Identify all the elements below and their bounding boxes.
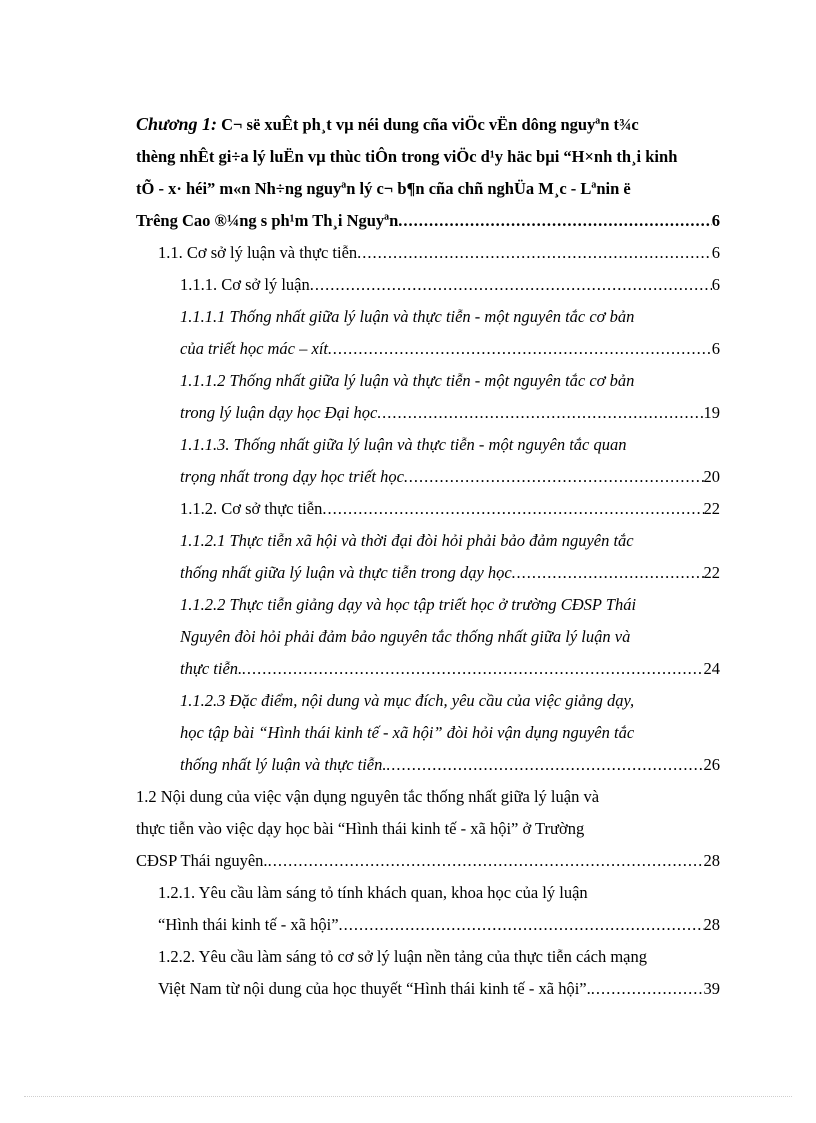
toc-leader: [158, 237, 720, 269]
toc-line: 1.1.2.1 Thực tiễn xã hội và thời đại đòi hỏi phải bảo đảm nguyên tắc: [180, 531, 634, 550]
toc-entry-1-1-1-2[interactable]: [136, 365, 720, 429]
toc-entry-1-1-2[interactable]: [136, 493, 720, 525]
toc-entry-1-1-2-3[interactable]: [136, 685, 720, 781]
toc-entry-1-1-1[interactable]: [136, 269, 720, 301]
toc-entry-1-1-2-1[interactable]: [136, 525, 720, 589]
toc-page-number: 19: [703, 403, 720, 422]
toc-line: 1.1.2. Cơ sở thực tiễn: [180, 499, 323, 518]
toc-line: trong lý luận dạy học Đại học: [180, 403, 378, 422]
toc-line: 1.1.1.3. Thống nhất giữa lý luận và thực tiễn - một nguyên tắc quan: [180, 435, 627, 454]
toc-leader: [180, 269, 720, 301]
leader-dots: [322, 493, 703, 525]
toc-page-number: 22: [703, 563, 720, 582]
toc-line: 1.1.1.2 Thống nhất giữa lý luận và thực tiễn - một nguyên tắc cơ bản: [180, 371, 635, 390]
toc-leader: [180, 749, 720, 781]
toc-line: 1.1. Cơ sở lý luận và thực tiễn: [158, 243, 358, 262]
toc-page-number: 6: [711, 339, 720, 358]
toc-line: Việt Nam từ nội dung của học thuyết “Hình thái kinh tế - xã hội”.: [158, 979, 591, 998]
toc-leader: [180, 493, 720, 525]
toc-line: của triết học mác – xít: [180, 339, 329, 358]
toc-leader: [158, 973, 720, 1005]
toc-leader: [180, 557, 720, 589]
leader-dots: [512, 557, 704, 589]
toc-leader: [180, 461, 720, 493]
toc-line: thực tiễn vào việc dạy học bài “Hình thái kinh tế - xã hội” ở Trường: [136, 819, 585, 838]
toc-line: “Hình thái kinh tế - xã hội”: [158, 915, 339, 934]
leader-dots: [310, 269, 712, 301]
toc-page-number: 6: [711, 243, 720, 262]
page-bottom-rule: [24, 1096, 792, 1097]
toc-leader: [180, 397, 720, 429]
toc-line: 1.1.1.1 Thống nhất giữa lý luận và thực tiễn - một nguyên tắc cơ bản: [180, 307, 635, 326]
toc-line: 1.2.1. Yêu cầu làm sáng tỏ tính khách quan, khoa học của lý luận: [158, 883, 588, 902]
leader-dots: [377, 397, 703, 429]
toc-chapter-1[interactable]: [136, 108, 720, 237]
toc-page-number: 22: [703, 499, 720, 518]
toc-entry-1-1-2-2[interactable]: [136, 589, 720, 685]
toc-line: CĐSP Thái nguyên.: [136, 851, 268, 870]
leader-dots: [268, 845, 704, 877]
toc-leader: [136, 845, 720, 877]
toc-page-number: 39: [703, 979, 720, 998]
toc-page-number: 26: [703, 755, 720, 774]
chapter-label: Chương 1:: [136, 114, 217, 134]
toc-line: 1.2 Nội dung của việc vận dụng nguyên tắc thống nhất giữa lý luận và: [136, 787, 600, 806]
toc-line: 1.1.2.2 Thực tiễn giảng dạy và học tập triết học ở trường CĐSP Thái: [180, 595, 637, 614]
toc-leader: [158, 909, 720, 941]
leader-dots: [357, 237, 712, 269]
leader-dots: [242, 653, 703, 685]
toc-chapter-1-line-1: [136, 108, 720, 141]
leader-dots: [404, 461, 704, 493]
toc-line: 1.2.2. Yêu cầu làm sáng tỏ cơ sở lý luận nền tảng của thực tiễn cách mạng: [158, 947, 648, 966]
toc-chapter-1-line-3: tÕ - x· héi” m«n Nh÷ng nguyªn lý c¬ b¶n cña chñ nghÜa M¸c - Lªnin ë: [136, 179, 631, 198]
toc-line: 1.1.2.3 Đặc điểm, nội dung và mục đích, yêu cầu của việc giảng dạy,: [180, 691, 635, 710]
leader-dots: [387, 749, 704, 781]
toc-chapter-1-line-2: thèng nhÊt gi÷a lý luËn vµ thùc tiÔn trong viÖc d¹y häc bµi “H×nh th¸i kinh: [136, 147, 678, 166]
toc-line: thống nhất lý luận và thực tiễn.: [180, 755, 387, 774]
leader-dots: [339, 909, 704, 941]
toc-line: C¬ së xuÊt ph¸t vµ néi dung cña viÖc vËn dông nguyªn t¾c: [221, 115, 639, 134]
toc-page-number: 28: [703, 851, 720, 870]
toc-entry-1-2-2[interactable]: [136, 941, 720, 1005]
toc-line: trọng nhất trong dạy học triết học: [180, 467, 404, 486]
leader-dots: [328, 333, 712, 365]
toc-line: Nguyên đòi hỏi phải đảm bảo nguyên tắc thống nhất giữa lý luận và: [180, 627, 631, 646]
toc-page-number: 6: [711, 275, 720, 294]
toc-entry-1-1-1-1[interactable]: [136, 301, 720, 365]
toc-leader: [180, 333, 720, 365]
toc-line: 1.1.1. Cơ sở lý luận: [180, 275, 310, 294]
leader-dots: [591, 973, 704, 1005]
toc-chapter-1-leader: [136, 205, 720, 237]
toc-entry-1-1-1-3[interactable]: [136, 429, 720, 493]
toc-entry-1-2[interactable]: [136, 781, 720, 877]
toc-entry-1-1[interactable]: [136, 237, 720, 269]
toc-page-number: 6: [711, 211, 720, 230]
toc-leader: [180, 653, 720, 685]
table-of-contents: [136, 108, 720, 1005]
toc-entry-1-2-1[interactable]: [136, 877, 720, 941]
toc-page-number: 28: [703, 915, 720, 934]
leader-dots: [398, 205, 711, 237]
toc-line: thực tiễn.: [180, 659, 243, 678]
toc-page-number: 20: [703, 467, 720, 486]
toc-line: học tập bài “Hình thái kinh tế - xã hội” đòi hỏi vận dụng nguyên tắc: [180, 723, 635, 742]
toc-line: Trêng Cao ®¼ng s ph¹m Th¸i Nguyªn: [136, 211, 399, 230]
toc-page-number: 24: [703, 659, 720, 678]
toc-line: thống nhất giữa lý luận và thực tiễn trong dạy học: [180, 563, 512, 582]
